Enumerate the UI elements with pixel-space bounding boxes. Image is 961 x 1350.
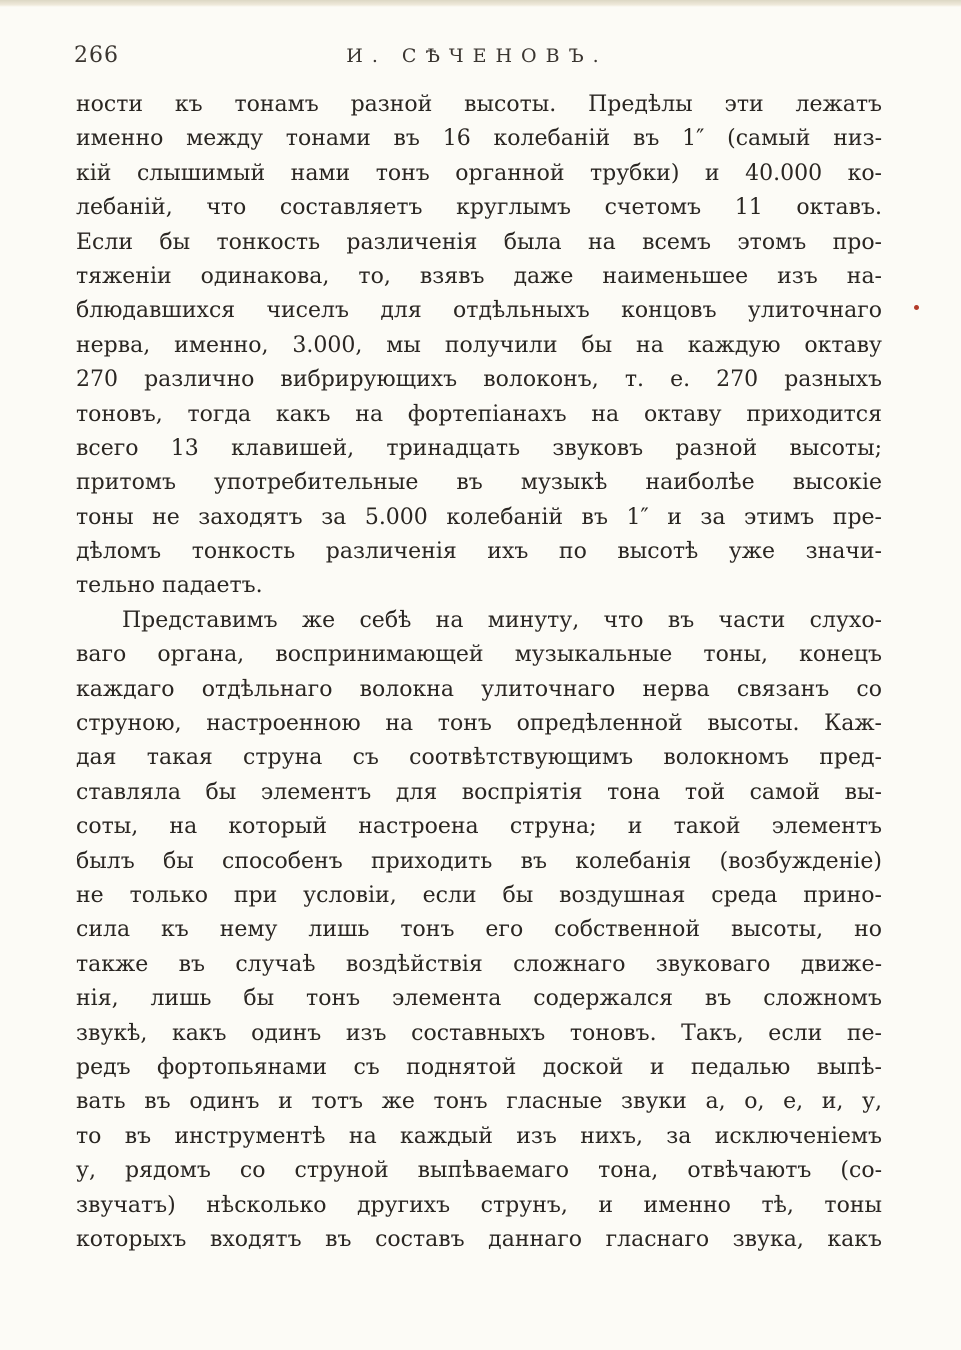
text-line: притомъ употребительные въ музыкѣ наиболѣе высокіе [76, 470, 882, 496]
page-number: 266 [74, 43, 119, 68]
text-line: звучатъ) нѣсколько другихъ струнъ, и именно тѣ, тоны [76, 1192, 882, 1218]
text-line: ности къ тонамъ разной высоты. Предѣлы эти лежатъ [76, 92, 882, 117]
text-line: тяженіи одинакова, то, взявъ даже наименьшее изъ на- [76, 263, 882, 289]
text-line: всего 13 клавишей, тринадцать звуковъ разной высоты; [76, 435, 882, 461]
text-line: которыхъ входятъ въ составъ даннаго гласнаго звука, какъ [76, 1226, 882, 1252]
top-edge-rule [0, 0, 961, 7]
paragraph-2 [76, 604, 882, 1257]
text-line: блюдавшихся чиселъ для отдѣльныхъ концовъ улиточнаго [76, 298, 882, 324]
text-line: дѣломъ тонкость различенія ихъ по высотѣ уже значи- [76, 539, 882, 565]
text-line: каждаго отдѣльнаго волокна улиточнаго нерва связанъ со [76, 676, 882, 702]
text-line: ваго органа, воспринимающей музыкальные тоны, конецъ [76, 642, 882, 668]
text-line: тоновъ, тогда какъ на фортепіанахъ на октаву приходится [76, 401, 882, 427]
text-line: то въ инструментѣ на каждый изъ нихъ, за исключеніемъ [76, 1123, 882, 1149]
text-line: нерва, именно, 3.000, мы получили бы на каждую октаву [76, 332, 882, 358]
text-line: Если бы тонкость различенія была на всемъ этомъ про- [76, 229, 882, 255]
text-line: у, рядомъ со струной выпѣваемаго тона, отвѣчаютъ (со- [76, 1158, 882, 1184]
text-line: Представимъ же себѣ на минуту, что въ части слухо- [122, 607, 882, 633]
text-line: тоны не заходятъ за 5.000 колебаній въ 1″ и за этимъ пре- [76, 504, 882, 530]
text-line: ставляла бы элементъ для воспріятія тона той самой вы- [76, 779, 882, 805]
text-line: дая такая струна съ соотвѣтствующимъ волокномъ пред- [76, 745, 882, 771]
text-line: именно между тонами въ 16 колебаній въ 1″ (самый низ- [76, 126, 882, 152]
text-line: былъ бы способенъ приходить въ колебанія (возбужденіе) [76, 848, 882, 874]
text-line: редъ фортопьянами съ поднятой доской и педалью выпѣ- [76, 1054, 882, 1080]
text-line: соты, на который настроена струна; и такой элементъ [76, 814, 882, 840]
text-line: кій слышимый нами тонъ органной трубки) и 40.000 ко- [76, 160, 882, 186]
text-line: лебаній, что составляетъ круглымъ счетомъ 11 октавъ. [76, 195, 882, 221]
paragraph-1 [76, 88, 882, 604]
running-head: И. СѢЧЕНОВЪ. [346, 45, 608, 67]
text-line: сила къ нему лишь тонъ его собственной высоты, но [76, 917, 882, 943]
text-line: 270 различно вибрирующихъ волоконъ, т. е. 270 разныхъ [76, 367, 882, 393]
page-header [74, 43, 880, 73]
text-line: тельно падаетъ. [76, 573, 263, 599]
text-line: не только при условіи, если бы воздушная среда прино- [76, 882, 882, 908]
margin-ink-mark [914, 305, 919, 310]
text-line: также въ случаѣ воздѣйствія сложнаго звуковаго движе- [76, 951, 882, 977]
text-line: вать въ одинъ и тотъ же тонъ гласные звуки а, о, е, и, у, [76, 1089, 882, 1115]
text-line: струною, настроенною на тонъ опредѣленной высоты. Каж- [76, 711, 882, 737]
text-line: нія, лишь бы тонъ элемента содержался въ сложномъ [76, 986, 882, 1012]
body-text [76, 88, 882, 1257]
text-line: звукѣ, какъ одинъ изъ составныхъ тоновъ. Такъ, если пе- [76, 1020, 882, 1046]
